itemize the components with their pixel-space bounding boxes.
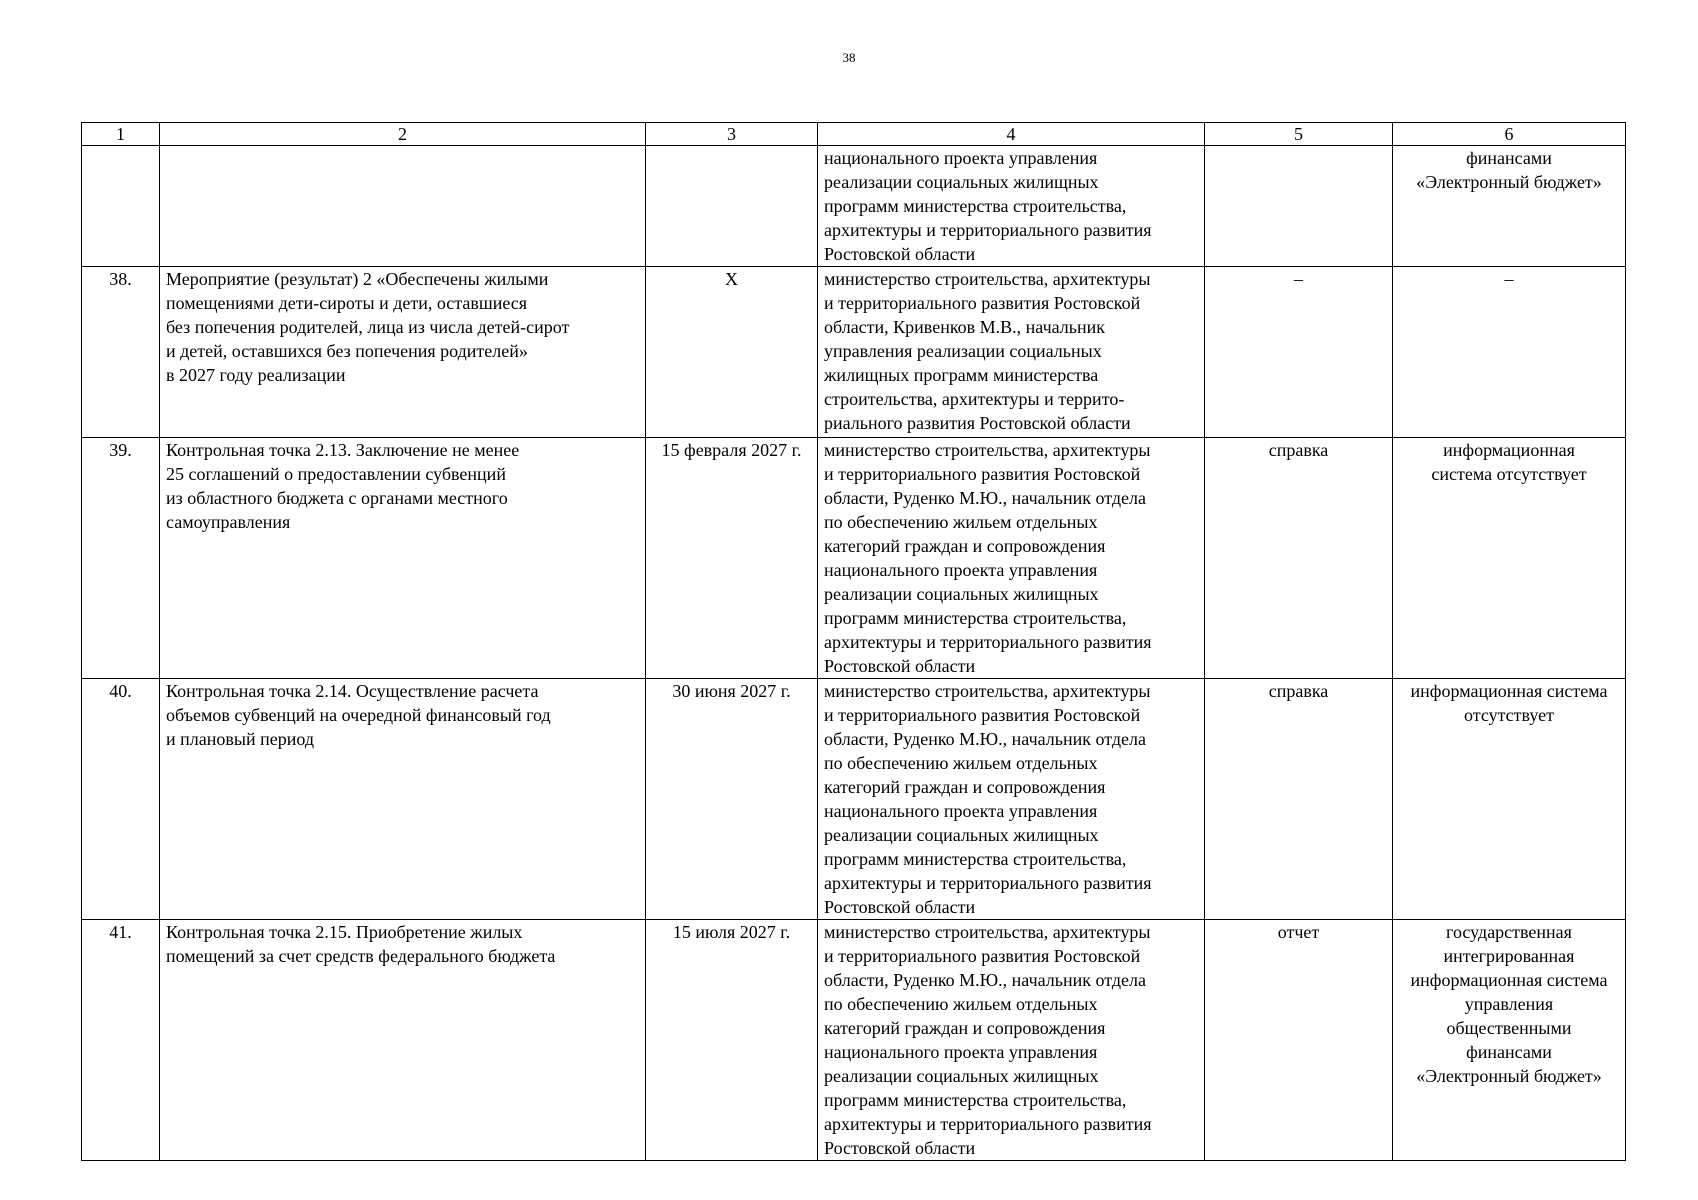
event-name-cell: Контрольная точка 2.13. Заключение не менее 25 соглашений о предоставлении субвенций из областного бюджета с органами местного самоуправления (160, 438, 646, 679)
responsible-cell: министерство строительства, архитектуры и территориального развития Ростовской области, Кривенков М.В., начальник управления реализации социальных жилищных программ министерства строительства, архитектуры и террито- риального развития Ростовской области (818, 267, 1205, 438)
information-system-cell: – (1393, 267, 1626, 438)
responsible-cell: министерство строительства, архитектуры и территориального развития Ростовской области, Руденко М.Ю., начальник отдела по обеспечению жильем отдельных категорий граждан и сопровождения национального проекта управления реализации социальных жилищных программ министерства строительства, архитектуры и территориального развития Ростовской области (818, 679, 1205, 920)
column-header: 6 (1393, 123, 1626, 146)
responsible-cell: министерство строительства, архитектуры и территориального развития Ростовской области, Руденко М.Ю., начальник отдела по обеспечению жильем отдельных категорий граждан и сопровождения национального проекта управления реализации социальных жилищных программ министерства строительства, архитектуры и территориального развития Ростовской области (818, 920, 1205, 1161)
information-system-cell: финансами «Электронный бюджет» (1393, 146, 1626, 267)
date-cell (646, 146, 818, 267)
date-cell: 30 июня 2027 г. (646, 679, 818, 920)
table-row (82, 920, 1626, 1161)
document-type-cell: – (1205, 267, 1393, 438)
date-cell: Х (646, 267, 818, 438)
information-system-cell: информационная система отсутствует (1393, 438, 1626, 679)
column-header: 3 (646, 123, 818, 146)
page-number: 38 (842, 50, 856, 65)
responsible-cell: министерство строительства, архитектуры и территориального развития Ростовской области, Руденко М.Ю., начальник отдела по обеспечению жильем отдельных категорий граждан и сопровождения национального проекта управления реализации социальных жилищных программ министерства строительства, архитектуры и территориального развития Ростовской области (818, 438, 1205, 679)
document-type-cell (1205, 146, 1393, 267)
event-name-cell: Контрольная точка 2.14. Осуществление расчета объемов субвенций на очередной финансовый год и плановый период (160, 679, 646, 920)
row-number-cell: 41. (82, 920, 160, 1161)
event-name-cell: Контрольная точка 2.15. Приобретение жилых помещений за счет средств федерального бюджета (160, 920, 646, 1161)
row-number-cell: 40. (82, 679, 160, 920)
plan-table (81, 122, 1626, 1161)
column-header: 4 (818, 123, 1205, 146)
table-row (82, 267, 1626, 438)
event-name-cell (160, 146, 646, 267)
row-number-cell (82, 146, 160, 267)
event-name-cell: Мероприятие (результат) 2 «Обеспечены жилыми помещениями дети-сироты и дети, оставшиеся без попечения родителей, лица из числа детей-сирот и детей, оставшихся без попечения родителей» в 2027 году реализации (160, 267, 646, 438)
row-number-cell: 39. (82, 438, 160, 679)
table-row (82, 679, 1626, 920)
document-type-cell: справка (1205, 438, 1393, 679)
responsible-cell: национального проекта управления реализации социальных жилищных программ министерства строительства, архитектуры и территориального развития Ростовской области (818, 146, 1205, 267)
table-row (82, 438, 1626, 679)
document-type-cell: справка (1205, 679, 1393, 920)
document-type-cell: отчет (1205, 920, 1393, 1161)
table-row (82, 146, 1626, 267)
information-system-cell: государственная интегрированная информационная система управления общественными финансами «Электронный бюджет» (1393, 920, 1626, 1161)
column-header: 2 (160, 123, 646, 146)
column-header: 5 (1205, 123, 1393, 146)
row-number-cell: 38. (82, 267, 160, 438)
information-system-cell: информационная система отсутствует (1393, 679, 1626, 920)
table-header-row (82, 123, 1626, 146)
date-cell: 15 июля 2027 г. (646, 920, 818, 1161)
column-header: 1 (82, 123, 160, 146)
date-cell: 15 февраля 2027 г. (646, 438, 818, 679)
